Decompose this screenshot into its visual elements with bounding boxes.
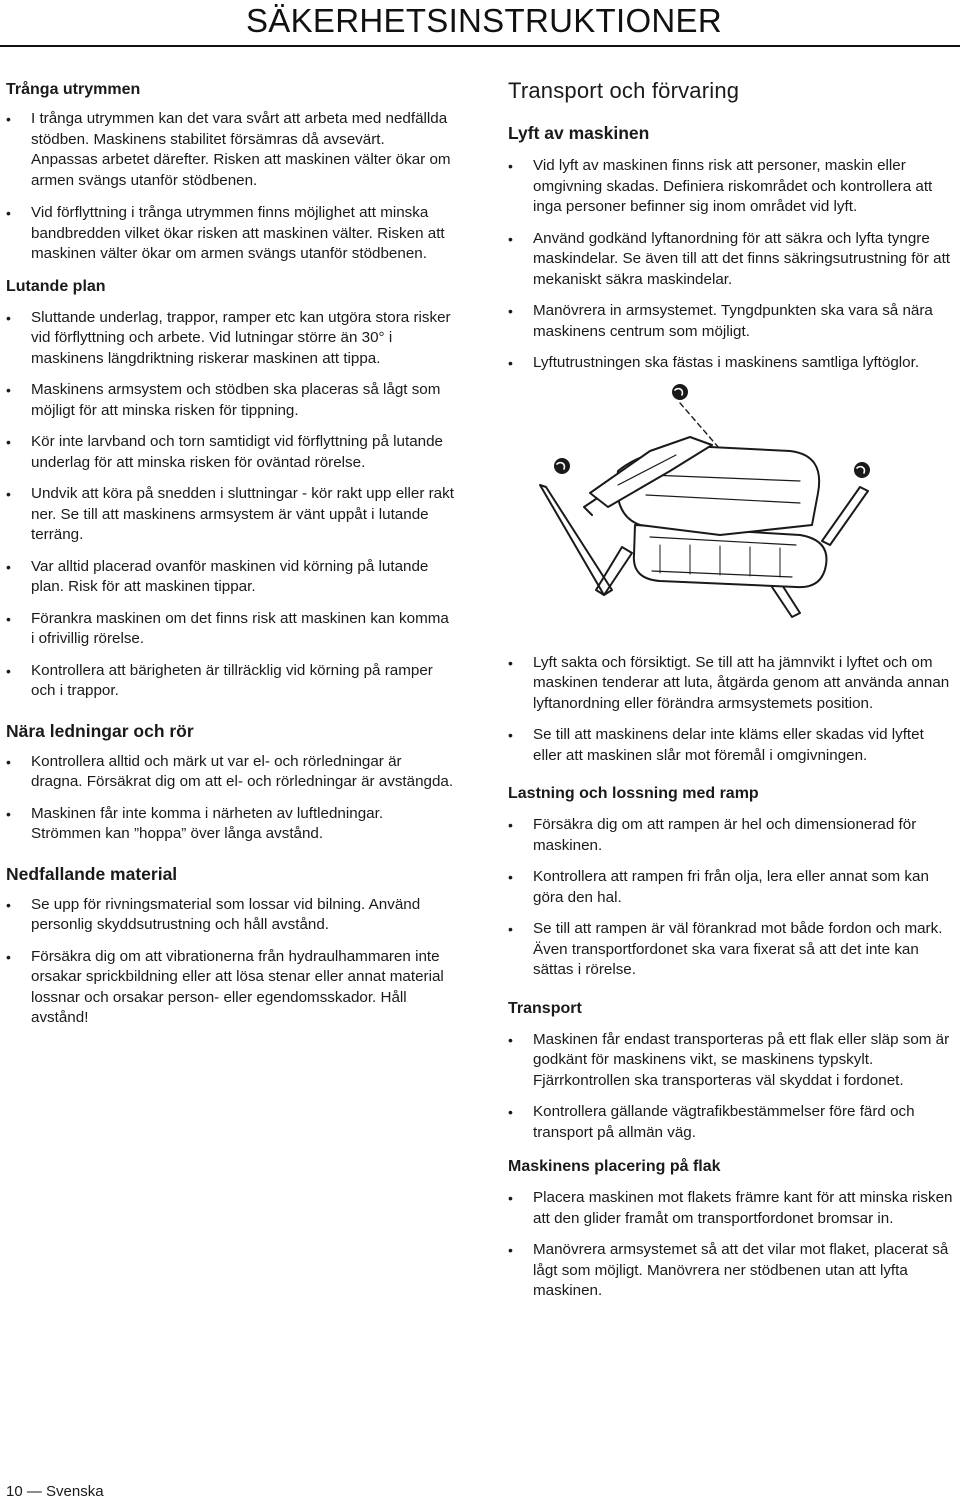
lifting-machine-illustration — [500, 375, 920, 640]
list-item: • Vid förflyttning i trånga utrymmen finns möjlighet att minska bandbredden vilket ökar risken att maskinen välter. Risken att maskinen välter ökar om armen svängs utanför stödbenen. — [6, 204, 445, 262]
list-lyft-continued — [508, 653, 956, 767]
bullet-icon: • — [508, 158, 513, 174]
heading-lyft-av-maskinen: Lyft av maskinen — [508, 123, 650, 143]
bullet-icon: • — [6, 753, 11, 770]
bullet-icon: • — [508, 921, 513, 937]
bullet-icon: • — [6, 486, 11, 502]
outrigger-right-rear — [822, 487, 868, 545]
outrigger-left-front — [596, 547, 632, 595]
bullet-icon: • — [508, 355, 513, 371]
list-item: • Placera maskinen mot flakets främre kant för att minska risken att den glider framåt om transportfordonet bromsar in. — [508, 1189, 953, 1227]
list-item: • Kontrollera alltid och märk ut var el- och rörledningar är dragna. Försäkrat dig om att el- och rörledningar är avstängda. — [6, 752, 454, 790]
bullet-icon: • — [508, 817, 513, 833]
list-nedfallande-material — [6, 895, 454, 1029]
list-item: • Sluttande underlag, trappor, ramper etc kan utgöra stora risker vid förflyttning och arbete. Vid lutningar större än 30° i maskinens längdriktning riskerar maskinen att tippa. — [6, 308, 451, 367]
list-item: • Vid lyft av maskinen finns risk att personer, maskin eller omgivning skadas. Definiera riskområdet och kontrollera att inga personer befinner sig inom området vid lyft. — [508, 157, 933, 215]
list-item: • Undvik att köra på snedden i sluttningar - kör rakt upp eller rakt ner. Se till att maskinens armsystem är vänt uppåt i lutande terräng. — [6, 485, 454, 543]
bullet-icon: • — [6, 434, 11, 450]
list-item: • I trånga utrymmen kan det vara svårt att arbeta med nedfällda stödben. Maskinens stabilitet försämras då avsevärt. Anpassas arbetet därefter. Risken att maskinen välter ökar om armen svängs utanför stödbenen. — [6, 110, 451, 189]
list-item: • Kontrollera gällande vägtrafikbestämmelser före färd och transport på allmän väg. — [508, 1103, 915, 1141]
bullet-icon: • — [508, 727, 513, 743]
heading-placering-på-flak: Maskinens placering på flak — [508, 1158, 721, 1175]
bullet-icon: • — [508, 230, 513, 247]
list-item: • Förankra maskinen om det finns risk att maskinen kan komma i ofrivillig rörelse. — [6, 609, 449, 647]
list-transport — [508, 1030, 956, 1144]
bullet-icon: • — [508, 303, 513, 319]
lifting-hook-icon — [554, 458, 570, 474]
list-item: • Försäkra dig om att rampen är hel och dimensionerad för maskinen. — [508, 816, 917, 854]
left-column — [6, 80, 454, 1029]
header-divider — [0, 45, 960, 47]
list-item: • Se upp för rivningsmaterial som lossar vid bilning. Använd personlig skyddsutrustning och håll avstånd. — [6, 895, 421, 933]
heading-trånga-utrymmen: Trånga utrymmen — [6, 81, 141, 98]
list-item: • Lyft sakta och försiktigt. Se till att ha jämnvikt i lyftet och om maskinen tenderar att luta, åtgärda genom att använda annan lyftanordning eller förändra armsystemets position. — [508, 653, 950, 712]
bullet-icon: • — [508, 1242, 513, 1258]
page-footer — [6, 1483, 104, 1500]
heading-nedfallande-material: Nedfallande material — [6, 863, 178, 884]
bullet-icon: • — [6, 111, 11, 127]
list-item: • Kontrollera att rampen fri från olja, lera eller annat som kan göra den hal. — [508, 868, 929, 906]
list-item: • Maskinen får endast transporteras på ett flak eller släp som är godkänt för maskinens vikt, se maskinens typskylt. Fjärrkontrollen ska transporteras väl skyddat i fordonet. — [508, 1030, 950, 1089]
list-nära-ledningar — [6, 752, 454, 845]
list-item: • Kontrollera att bärigheten är tillräcklig vid körning på ramper och i trappor. — [6, 661, 433, 699]
list-item: • Maskinens armsystem och stödben ska placeras så lågt som möjligt för att minska risken för tippning. — [6, 381, 441, 419]
bullet-icon: • — [508, 869, 513, 885]
list-item: • Kör inte larvband och torn samtidigt vid förflyttning på lutande underlag för att minska risken för oväntad rörelse. — [6, 433, 443, 471]
list-item: • Försäkra dig om att vibrationerna från hydraulhammaren inte orsakar sprickbildning eller att lösa stenar eller annat material lossnar och orsakar person- eller egendomsskador. Håll avstånd! — [6, 947, 444, 1026]
list-item: • Se till att rampen är väl förankrad mot både fordon och mark. Även transportfordonet ska vara fixerat så att det inte kan sättas i rörelse. — [508, 920, 943, 978]
bullet-icon: • — [508, 1031, 513, 1048]
heading-lutande-plan: Lutande plan — [6, 277, 106, 295]
bullet-icon: • — [6, 662, 11, 679]
page-title: SÄKERHETSINSTRUKTIONER — [246, 2, 722, 39]
heading-lastning-ramp: Lastning och lossning med ramp — [508, 785, 759, 802]
footer-language: Svenska — [46, 1483, 104, 1500]
bullet-icon: • — [6, 948, 11, 965]
list-item: • Manövrera in armsystemet. Tyngdpunkten ska vara så nära maskinens centrum som möjligt. — [508, 302, 933, 340]
page-number: 10 — [6, 1483, 23, 1500]
list-item: • Lyftutrustningen ska fästas i maskinens samtliga lyftöglor. — [508, 353, 956, 374]
right-column — [508, 78, 956, 1302]
list-trånga-utrymmen — [6, 109, 454, 265]
bullet-icon: • — [508, 654, 513, 671]
bullet-icon: • — [6, 610, 11, 627]
lifting-hook-icon — [672, 384, 688, 400]
list-lutande-plan — [6, 308, 454, 702]
list-lyft-av-maskinen — [508, 156, 956, 374]
footer-dash: — — [26, 1483, 42, 1500]
bullet-icon: • — [6, 896, 11, 913]
list-item: • Använd godkänd lyftanordning för att säkra och lyfta tyngre maskindelar. Se även till att det finns säkringsutrustning för att mekaniskt säkra maskindelar. — [508, 229, 951, 288]
heading-nära-ledningar: Nära ledningar och rör — [6, 720, 194, 741]
list-item: • Se till att maskinens delar inte kläms eller skadas vid lyftet eller att maskinen slår mot föremål i omgivningen. — [508, 726, 924, 764]
list-placering-på-flak — [508, 1188, 956, 1302]
bullet-icon: • — [6, 805, 11, 822]
bullet-icon: • — [508, 1190, 513, 1206]
bullet-icon: • — [6, 205, 11, 221]
list-item: • Var alltid placerad ovanför maskinen vid körning på lutande plan. Risk för att maskinen tippar. — [6, 557, 429, 595]
section-title-transport: Transport och förvaring — [508, 78, 740, 103]
list-item: • Manövrera armsystemet så att det vilar mot flaket, placerat så lågt som möjligt. Manövrera ner stödbenen utan att lyfta maskinen. — [508, 1241, 949, 1299]
bullet-icon: • — [6, 309, 11, 326]
bullet-icon: • — [6, 382, 11, 398]
list-item: • Maskinen får inte komma i närheten av luftledningar. Strömmen kan ”hoppa” över långa avstånd. — [6, 804, 384, 842]
arm-tool — [584, 499, 596, 515]
bullet-icon: • — [6, 558, 11, 575]
bullet-icon: • — [508, 1104, 513, 1120]
heading-transport: Transport — [508, 999, 582, 1017]
lifting-hook-icon — [854, 462, 870, 478]
list-lastning-ramp — [508, 815, 956, 981]
